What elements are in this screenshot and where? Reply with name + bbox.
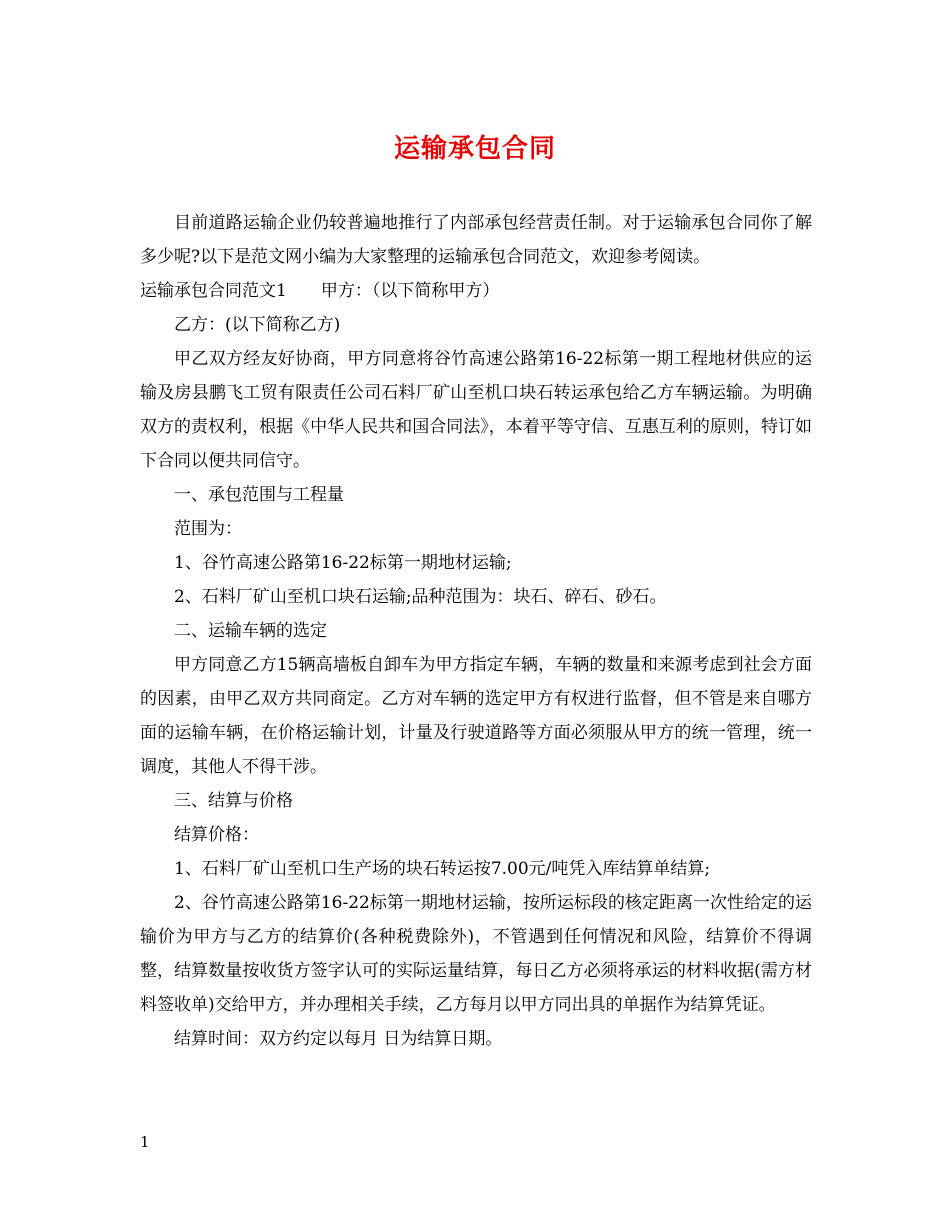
paragraph-scope-label: 范围为： <box>174 519 242 539</box>
paragraph-sample-heading: 运输承包合同范文1 甲方：（以下简称甲方） <box>140 281 500 301</box>
paragraph-intro: 目前道路运输企业仍较普遍地推行了内部承包经营责任制。对于运输承包合同你了解多少呢?以下是范文网小编为大家整理的运输承包合同范文，欢迎参考阅读。 <box>140 213 812 267</box>
paragraph-agreement: 甲乙双方经友好协商，甲方同意将谷竹高速公路第16-22标第一期工程地材供应的运输及房县鹏飞工贸有限责任公司石料厂矿山至机口块石转运承包给乙方车辆运输。为明确双方的责权利，根据《中华人民共和国合同法》，本着平等守信、互惠互利的原则，特订如下合同以便共同信守。 <box>140 349 812 471</box>
section-heading-scope: 一、承包范围与工程量 <box>174 485 344 505</box>
page-number: 1 <box>140 1133 150 1151</box>
paragraph-settlement-time: 结算时间：双方约定以每月 日为结算日期。 <box>174 1029 503 1049</box>
paragraph-vehicles: 甲方同意乙方15辆高墙板自卸车为甲方指定车辆，车辆的数量和来源考虑到社会方面的因素，由甲乙双方共同商定。乙方对车辆的选定甲方有权进行监督，但不管是来自哪方面的运输车辆，在价格运输计划，计量及行驶道路等方面必须服从甲方的统一管理，统一调度，其他人不得干涉。 <box>140 655 812 777</box>
paragraph-party-b: 乙方：(以下简称乙方) <box>174 315 341 335</box>
paragraph-price-label: 结算价格： <box>174 825 259 845</box>
document-body <box>140 206 812 1056</box>
paragraph-scope-item-2: 2、石料厂矿山至机口块石运输;品种范围为：块石、碎石、砂石。 <box>174 587 667 607</box>
paragraph-scope-item-1: 1、谷竹高速公路第16-22标第一期地材运输; <box>174 553 512 573</box>
paragraph-price-item-2: 2、谷竹高速公路第16-22标第一期地材运输，按所运标段的核定距离一次性给定的运输价为甲方与乙方的结算价(各种税费除外)，不管遇到任何情况和风险，结算价不得调整，结算数量按收货方签字认可的实际运量结算，每日乙方必须将承运的材料收据(需方材料签收单)交给甲方，并办理相关手续，乙方每月以甲方同出具的单据作为结算凭证。 <box>140 893 812 1015</box>
section-heading-vehicles: 二、运输车辆的选定 <box>174 621 327 641</box>
section-heading-settlement: 三、结算与价格 <box>174 791 293 811</box>
paragraph-price-item-1: 1、石料厂矿山至机口生产场的块石转运按7.00元/吨凭入库结算单结算; <box>174 859 711 879</box>
document-title: 运输承包合同 <box>393 134 556 164</box>
